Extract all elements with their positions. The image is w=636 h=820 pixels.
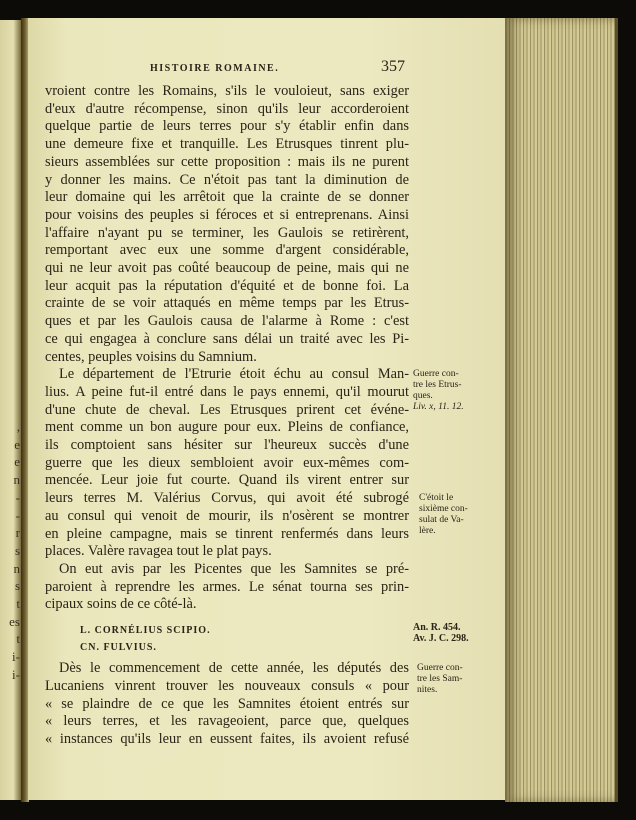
text-line: Le département de l'Etrurie étoit échu au consul Man-	[59, 366, 409, 383]
text-column	[45, 58, 505, 749]
text-line: centes, peuples voisins du Samnium.	[45, 348, 257, 365]
text-line: d'une chute de cheval. Les Etrusques prirent cet événe-	[45, 401, 409, 418]
paragraph-2-part-2	[45, 490, 409, 561]
page-fore-edges	[505, 18, 618, 802]
text-line: ce qui engagea à conclure sans délai un traité avec les Pi-	[45, 330, 409, 347]
margin-note-sixth-consulate	[413, 490, 509, 537]
text-line: On eut avis par les Picentes que les Samnites se pré-	[59, 560, 409, 577]
text-line: d'eux d'autre récompense, sinon qu'ils leur accorderoient	[45, 100, 409, 117]
margin-note-war-samnites	[413, 660, 507, 696]
consuls-heading	[45, 622, 409, 656]
text-line: en pleine campagne, mais se tinrent renfermés dans leurs	[45, 525, 409, 542]
margin-note-year	[413, 622, 503, 644]
text-line: paroient à reprendre les armes. Le sénat tourna ses prin-	[45, 578, 409, 595]
note-line: sixième con-	[419, 504, 468, 515]
row-paragraph-2b	[45, 490, 505, 561]
note-line: tre les Etrus-	[413, 380, 462, 391]
text-line: leur acquit pas la réputation d'équité et de bonne foi. La	[45, 277, 409, 294]
page-header	[45, 58, 409, 83]
paragraph-2-part-1	[45, 366, 409, 490]
text-line: ques et par les Gaulois causa de l'alarme à Rome : c'est	[45, 313, 409, 330]
note-line: Guerre con-	[417, 663, 463, 674]
left-page-fragment: r	[15, 525, 20, 541]
text-line: ment comme un bon augure pour eux. Pleins de confiance,	[45, 419, 409, 436]
left-page-fragment: -	[15, 507, 20, 523]
left-page-fragment: -	[15, 489, 20, 505]
note-line: sulat de Va-	[419, 515, 464, 526]
note-line: Av. J. C. 298.	[413, 633, 469, 645]
text-line: ils comptoient sans hésiter sur l'heureux succès d'une	[45, 437, 409, 454]
left-page-fragment: es	[9, 613, 20, 629]
paragraph-3	[45, 561, 409, 614]
left-page-fragment: t	[16, 596, 20, 611]
row-consuls	[45, 622, 505, 656]
text-line: « se plaindre de ce que les Samnites étoient entrés sur	[45, 695, 409, 712]
left-page-fragment: n	[13, 472, 20, 488]
row-paragraph-3	[45, 561, 505, 614]
text-line: « instances qu'ils leur en eussent faites, ils avoient refusé	[45, 730, 409, 747]
row-paragraph-2a	[45, 366, 505, 490]
note-line: CN. FULVIUS.	[80, 642, 157, 654]
left-page-fragment: e	[14, 436, 20, 452]
running-title: HISTOIRE ROMAINE.	[150, 63, 280, 74]
text-line: remportant avec eux une somme d'argent considérable,	[45, 242, 409, 259]
left-page-fragment: i-	[12, 649, 20, 665]
text-line: au consul qui venoit de mourir, ils n'osèrent se montrer	[45, 507, 409, 524]
left-page-fragment: e	[14, 454, 20, 470]
text-line: qui ne leur avoit pas coûté beaucoup de peine, mais qui ne	[45, 260, 409, 277]
note-line: lère.	[419, 526, 436, 537]
text-line: cipaux soins de ce côté-là.	[45, 596, 197, 613]
text-line: leur domaine qui les arrêtoit que la crainte de se donner	[45, 189, 409, 206]
text-line: Dès le commencement de cette année, les députés des	[59, 660, 409, 677]
note-line: An. R. 454.	[413, 622, 461, 634]
note-line: nites.	[417, 685, 438, 696]
note-line: Liv. x, 11. 12.	[413, 402, 464, 413]
note-line: Guerre con-	[413, 369, 459, 380]
note-line: L. CORNÉLIUS SCIPIO.	[80, 625, 211, 637]
text-line: leurs terres M. Valérius Corvus, qui avoit été subrogé	[45, 490, 409, 507]
text-line: crainte de se voir attaqués en même temps par les Etrus-	[45, 295, 409, 312]
text-line: y donner les mains. Ce n'étoit pas tant la diminution de	[45, 171, 409, 188]
row-paragraph-4	[45, 660, 505, 749]
note-line: tre les Sam-	[417, 674, 463, 685]
paragraph-1	[45, 83, 409, 366]
text-line: quelque partie de leurs terres pour s'y établir enfin dans	[45, 118, 409, 135]
text-line: guerre que les dieux sembloient avoir eux-mêmes com-	[45, 454, 409, 471]
left-page-fragment: s	[14, 542, 20, 558]
text-line: sieurs assemblées sur cette proposition : mais ils ne purent	[45, 153, 409, 170]
left-page-fragment: i-	[12, 666, 20, 682]
paragraph-4	[45, 660, 409, 749]
text-line: vroient contre les Romains, s'ils le vouloieut, sans exiger	[45, 83, 409, 99]
note-line: ques.	[413, 391, 433, 402]
note-line: C'étoit le	[419, 493, 454, 504]
text-line: pour voisins des peuples si féroces et si entreprenans. Ainsi	[45, 206, 409, 223]
text-line: lius. A peine fut-il entré dans le pays ennemi, qu'il mourut	[45, 383, 409, 400]
page-number: 357	[381, 58, 405, 75]
text-line: mencée. Leur joie fut courte. Quand ils virent entrer sur	[45, 472, 409, 489]
left-page-fragment: n	[13, 560, 20, 576]
text-line: places. Valère ravagea tout le plat pays.	[45, 543, 272, 560]
left-page-fragment: t	[16, 631, 20, 647]
text-line: « leurs terres, et les ravageoient, parce que, quelques	[45, 713, 409, 730]
text-line: une demeure fixe et tranquille. Les Etrusques tinrent plu-	[45, 136, 409, 153]
row-paragraph-1	[45, 83, 505, 366]
margin-note-war-etruscans	[413, 366, 503, 413]
left-page-fragment: ,	[16, 419, 20, 434]
text-line: l'affaire n'ayant pu se terminer, les Gaulois se retirèrent,	[45, 224, 409, 241]
left-page-fragment: s	[14, 578, 20, 594]
text-line: Lucaniens vinrent trouver les nouveaux consuls « pour	[45, 677, 409, 694]
